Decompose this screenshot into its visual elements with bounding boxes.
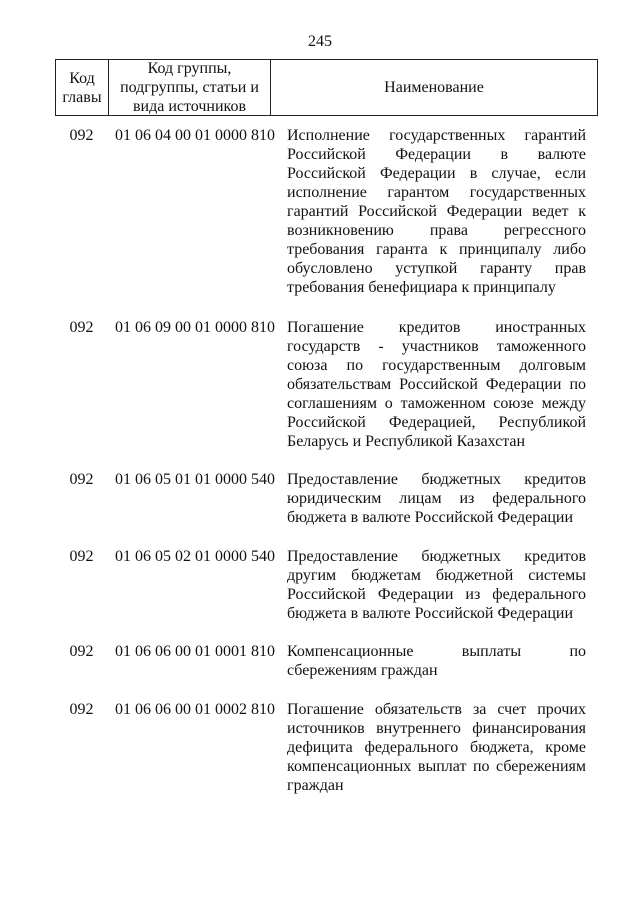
row-name: Исполнение государственных гарантий Российской Федерации в валюте Российской Федерации в случае, если исполнение гарантом государственных гарантий Российской Федерации ведет к возникновению права регрессного требования гаранта к принципалу либо обусловлено уступкой гаранту прав требования бенефициара к принципалу — [287, 127, 586, 296]
row-source-code: 01 06 09 00 01 0000 810 — [115, 319, 275, 336]
row-name: Погашение кредитов иностранных государств - участников таможенного союза по государственным долговым обязательствам Российской Федерации по соглашениям о таможенном союзе между Российской Федерацией, Республикой Беларусь и Республикой Казахстан — [287, 319, 586, 450]
row-name: Предоставление бюджетных кредитов другим бюджетам бюджетной системы Российской Федерации из федерального бюджета в валюте Российской Федерации — [287, 548, 586, 622]
table-header — [55, 59, 598, 116]
row-chapter-code: 092 — [69, 701, 94, 718]
row-source-code: 01 06 06 00 01 0001 810 — [115, 643, 275, 660]
page-number: 245 — [308, 33, 332, 50]
row-source-code: 01 06 05 02 01 0000 540 — [115, 548, 275, 565]
row-chapter-code: 092 — [69, 643, 94, 660]
row-chapter-code: 092 — [69, 548, 94, 565]
row-chapter-code: 092 — [69, 319, 94, 336]
header-chapter-code: Код главы — [56, 60, 109, 115]
row-name: Погашение обязательств за счет прочих источников внутреннего финансирования дефицита федерального бюджета, кроме компенсационных выплат по сбережениям граждан — [287, 701, 586, 794]
row-chapter-code: 092 — [69, 127, 94, 144]
row-name: Компенсационные выплаты по сбережениям граждан — [287, 643, 586, 679]
header-group-code: Код группы, подгруппы, статьи и вида источников — [109, 60, 271, 115]
row-chapter-code: 092 — [69, 471, 94, 488]
row-source-code: 01 06 05 01 01 0000 540 — [115, 471, 275, 488]
row-name: Предоставление бюджетных кредитов юридическим лицам из федерального бюджета в валюте Российской Федерации — [287, 471, 586, 526]
header-name: Наименование — [384, 79, 484, 96]
row-source-code: 01 06 04 00 01 0000 810 — [115, 127, 275, 144]
row-source-code: 01 06 06 00 01 0002 810 — [115, 701, 275, 718]
